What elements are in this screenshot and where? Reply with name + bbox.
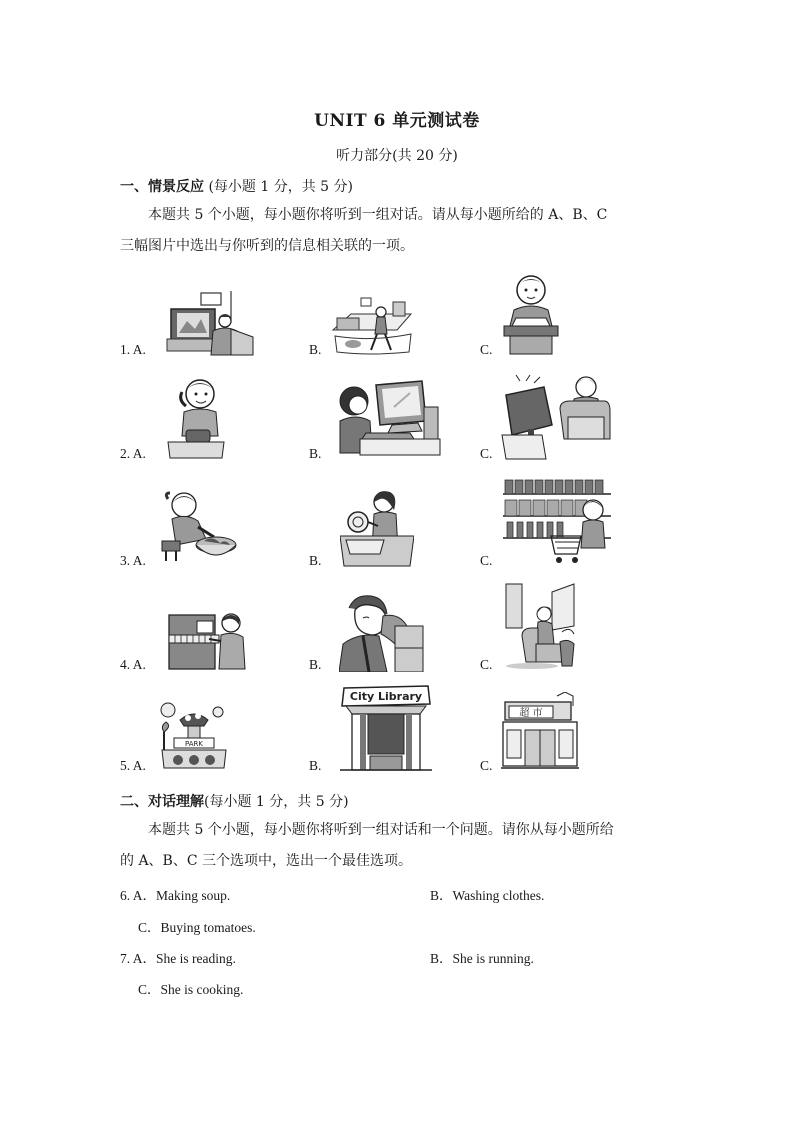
q2b-boy-at-computer-picture — [336, 377, 442, 457]
supermarket-sign: 超 市 — [519, 708, 543, 719]
q4b-man-sleeping-picture — [339, 592, 425, 672]
q1c-boy-reading-at-desk-picture — [500, 270, 562, 356]
q6-option-c: C．Buying tomatoes. — [138, 920, 256, 935]
q1b-boy-cleaning-room-picture — [331, 296, 415, 356]
q4-label-c: C. — [480, 657, 493, 672]
q6-option-a — [120, 884, 230, 904]
section2-instruction — [120, 815, 680, 877]
q7-option-c: C．She is cooking. — [138, 982, 244, 997]
section1-instruction-line1: 本题共 5 个小题，每小题你将听到一组对话。请从每小题所给的 A、B、C — [148, 207, 608, 223]
park-sign-text: PARK — [184, 740, 204, 748]
q3-label-b: B. — [309, 553, 322, 568]
q5-label-c: C. — [480, 758, 493, 773]
q5-label-a: 5. A. — [120, 758, 146, 773]
q5c-supermarket-picture — [501, 692, 579, 770]
section1-title: 一、情景反应 — [120, 179, 204, 195]
q2-label-c: C. — [480, 446, 493, 461]
q4a-playing-piano-picture — [167, 611, 247, 671]
q1-label-b: B. — [309, 342, 322, 357]
q1-label-c: C. — [480, 342, 493, 357]
section2-title: 二、对话理解 — [120, 794, 204, 810]
q4c-woman-on-sofa-picture — [502, 582, 578, 670]
section2-instruction-line2: 的 A、B、C 三个选项中，选出一个最佳选项。 — [120, 853, 413, 869]
q7-option-b: B．She is running. — [430, 951, 534, 966]
q3a-girl-washing-clothes-picture — [158, 489, 238, 565]
section1-instruction — [120, 200, 680, 262]
q4-label-b: B. — [309, 657, 322, 672]
q4-label-a: 4. A. — [120, 657, 146, 672]
q3-label-c: C. — [480, 553, 493, 568]
section2-heading — [120, 791, 349, 811]
q3-label-a: 3. A. — [120, 553, 146, 568]
page-subtitle: 听力部分(共 20 分) — [336, 148, 458, 164]
section2-instruction-line1: 本题共 5 个小题，每小题你将听到一组对话和一个问题。请你从每小题所给 — [148, 822, 614, 838]
q2-label-a: 2. A. — [120, 446, 146, 461]
page-title: UNIT 6 单元测试卷 — [314, 111, 480, 131]
q7-option-a — [120, 947, 236, 967]
q1-label-a: 1. A. — [120, 342, 146, 357]
q6-option-a-text: Making soup. — [156, 888, 231, 903]
q6-option-b: B．Washing clothes. — [430, 888, 545, 903]
q5b-city-library-picture — [338, 684, 434, 772]
section1-heading — [120, 176, 353, 196]
q2c-boy-watching-tv-picture — [500, 373, 612, 463]
city-library-sign: City Library — [349, 690, 423, 703]
q3b-woman-washing-dishes-picture — [340, 488, 414, 568]
q1a-watching-tv-picture — [165, 291, 257, 357]
q3c-girl-shopping-supermarket-picture — [501, 476, 613, 566]
section2-note: (每小题 1 分，共 5 分) — [204, 794, 349, 810]
q2a-boy-on-phone-picture — [166, 374, 228, 460]
section1-note: (每小题 1 分，共 5 分) — [204, 179, 353, 195]
q6-number: 6. A． — [120, 888, 157, 903]
q7-number: 7. A． — [120, 951, 157, 966]
section1-instruction-line2: 三幅图片中选出与你听到的信息相关联的一项。 — [120, 238, 414, 254]
q5-label-b: B. — [309, 758, 322, 773]
q2-label-b: B. — [309, 446, 322, 461]
q5a-park-picture — [158, 702, 230, 772]
q7-option-a-text: She is reading. — [156, 951, 236, 966]
